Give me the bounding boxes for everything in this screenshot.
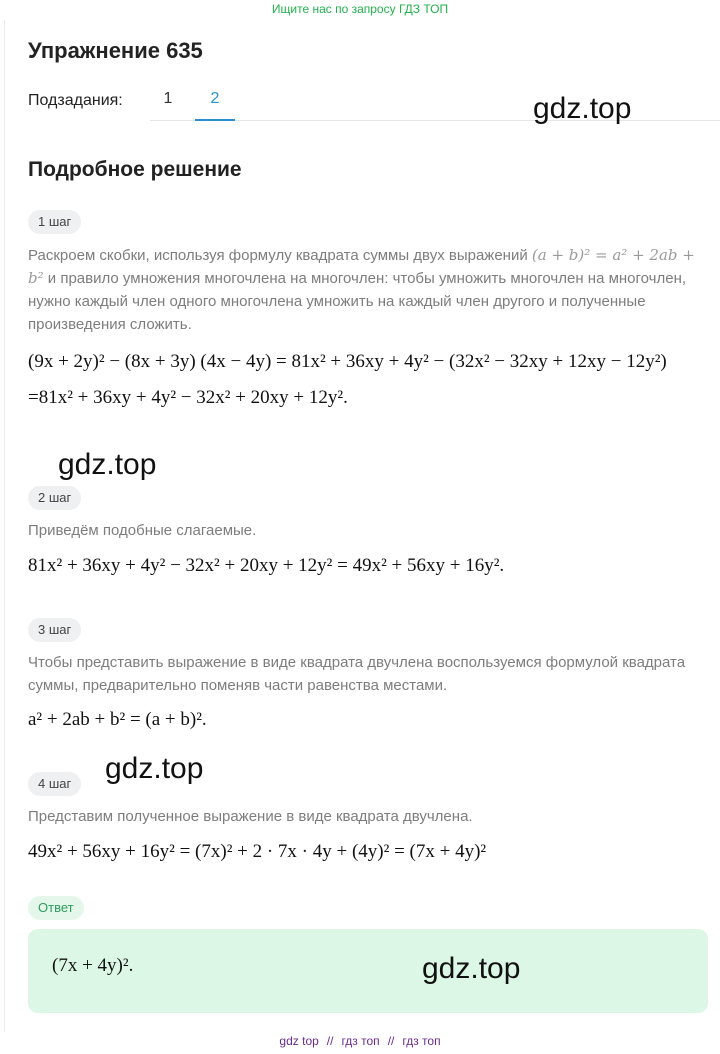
step-1-text-a: Раскроем скобки, используя формулу квадрата суммы двух выражений (28, 247, 528, 264)
footer-link-1[interactable]: gdz top (279, 1034, 319, 1048)
footer-link-2[interactable]: гдз топ (341, 1034, 380, 1048)
watermark: gdz.top (422, 952, 521, 985)
step-3-badge: 3 шаг (28, 618, 81, 642)
step-2-text: Приведём подобные слагаемые. (28, 522, 257, 539)
answer-math: (7x + 4y)². (52, 955, 134, 976)
step-3-text: Чтобы представить выражение в виде квадрата двучлена воспользуемся формулой квадрата суммы, предварительно поменяв части равенства местами. (28, 654, 686, 694)
footer-links (0, 1034, 720, 1048)
subtasks-label: Подзадания: (28, 92, 123, 109)
watermark: gdz.top (533, 92, 632, 125)
answer-badge: Ответ (28, 896, 84, 920)
step-4-math: 49x² + 56xy + 16y² = (7x)² + 2 · 7x · 4y + (4y)² = (7x + 4y)² (28, 841, 487, 862)
step-1-text (28, 244, 700, 336)
footer-separator: // (326, 1034, 334, 1048)
top-search-hint-link[interactable]: Ищите нас по запросу ГДЗ ТОП (271, 2, 449, 16)
subtask-tab-1[interactable]: 1 (163, 90, 173, 107)
watermark: gdz.top (58, 448, 157, 481)
exercise-title: Упражнение 635 (28, 38, 203, 63)
subtask-tab-2[interactable]: 2 (195, 90, 235, 108)
footer-link-3[interactable]: гдз топ (402, 1034, 441, 1048)
watermark: gdz.top (105, 752, 204, 785)
footer-separator: // (387, 1034, 395, 1048)
step-2-math: 81x² + 36xy + 4y² − 32x² + 20xy + 12y² = 49x² + 56xy + 16y². (28, 555, 505, 576)
step-1-badge: 1 шаг (28, 210, 81, 234)
answer-box (28, 929, 708, 1013)
step-3-math: a² + 2ab + b² = (a + b)². (28, 709, 207, 730)
step-2-badge: 2 шаг (28, 486, 81, 510)
step-1-inline-formula: (a + b)² = a² + 2ab + b² (28, 246, 695, 287)
step-4-text: Представим полученное выражение в виде квадрата двучлена. (28, 808, 473, 825)
section-title: Подробное решение (28, 158, 242, 181)
step-4-badge: 4 шаг (28, 772, 81, 796)
subtasks-divider (150, 120, 720, 121)
step-1-text-b: и правило умножения многочлена на многочлен: чтобы умножить многочлен на многочлен, нужно каждый член одного многочлена умножить на каждый член другого и полученные произведения сложить. (28, 270, 687, 333)
step-1-math: (9x + 2y)² − (8x + 3y) (4x − 4y) = 81x² + 36xy + 4y² − (32x² − 32xy + 12xy − 12y²) =81x² + 36xy + 4y² − 32x² + 20xy + 12y². (28, 351, 667, 408)
